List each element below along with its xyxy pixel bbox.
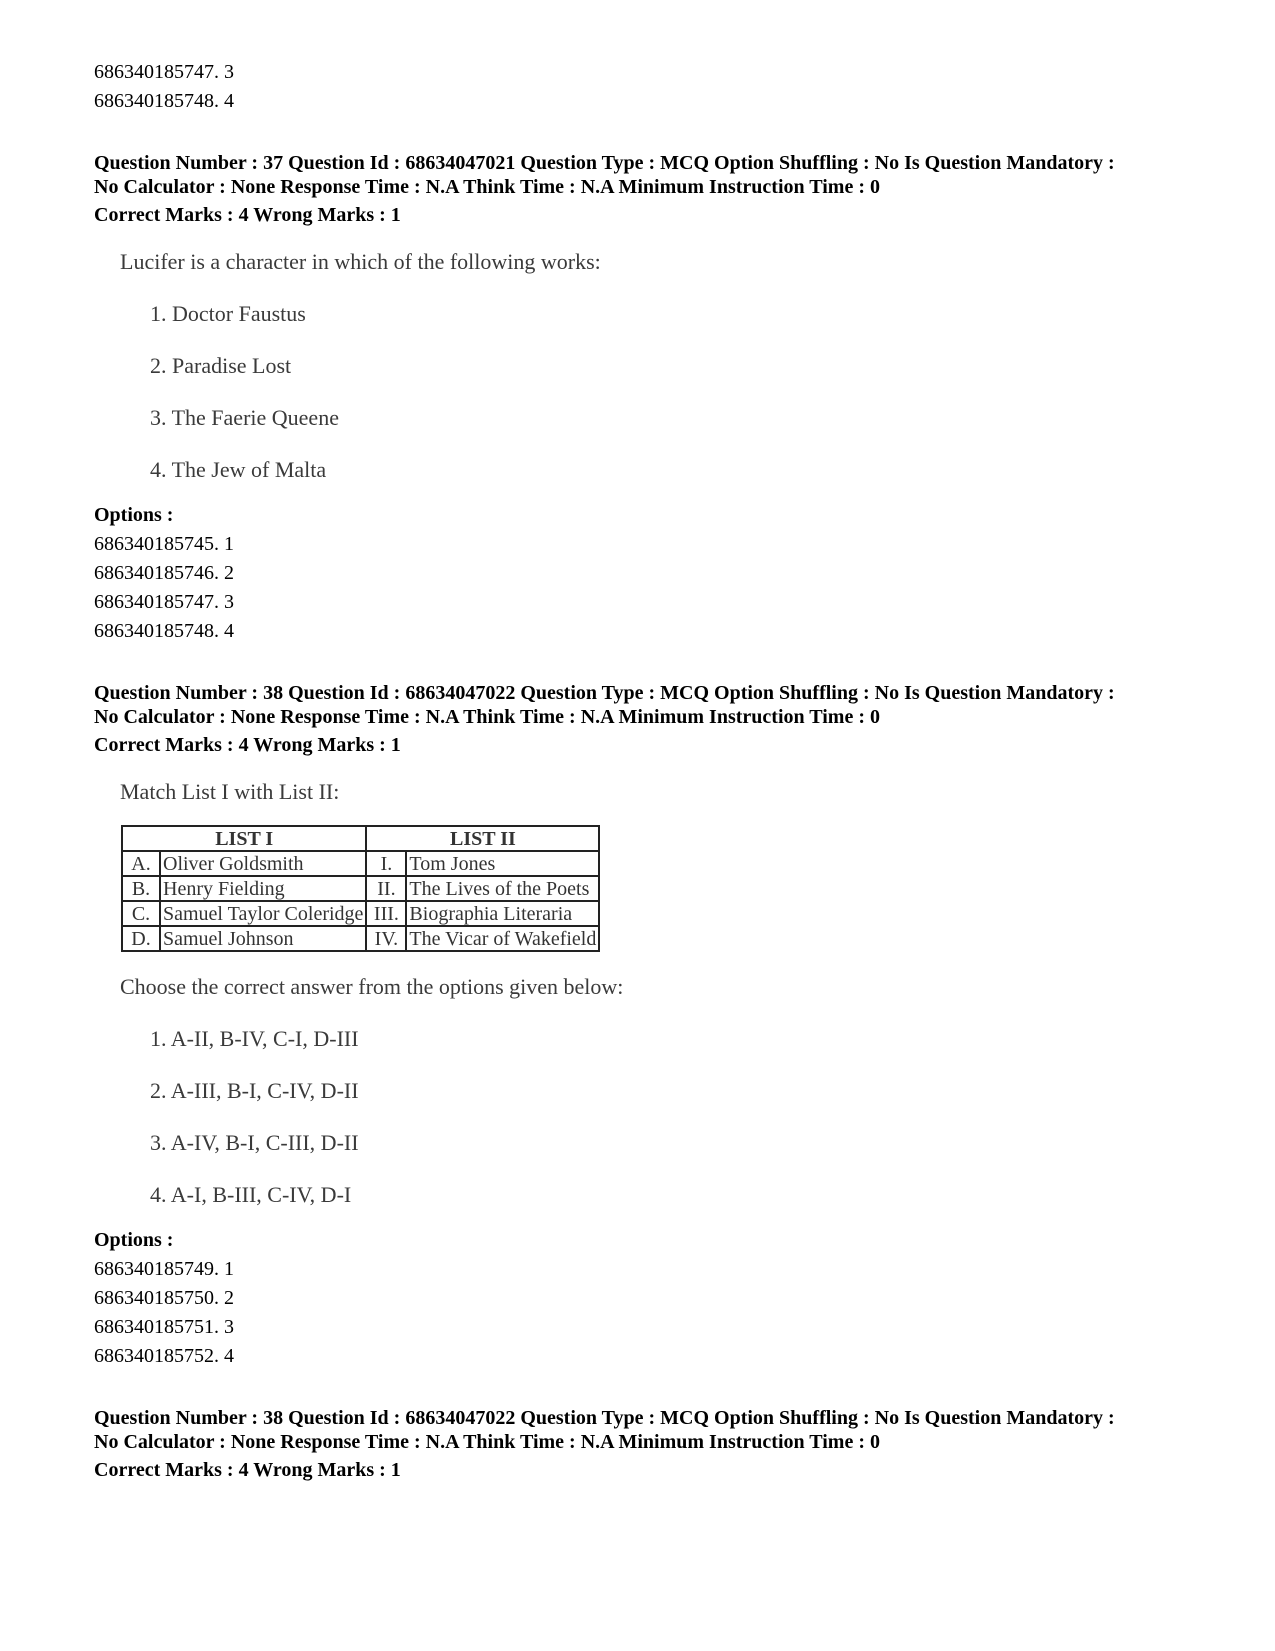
choice-item: 3. A-IV, B-I, C-III, D-II xyxy=(150,1130,359,1155)
table-cell: III. xyxy=(366,901,406,926)
option-line: 686340185748. 4 xyxy=(94,90,234,112)
question-meta-line-1: Question Number : 37 Question Id : 68634047021 Question Type : MCQ Option Shuffling : No Is Question Mandatory : xyxy=(94,152,1115,174)
option-line: 686340185749. 1 xyxy=(94,1258,234,1280)
table-cell: Oliver Goldsmith xyxy=(160,851,366,876)
table-cell: Biographia Literaria xyxy=(406,901,599,926)
options-label: Options : xyxy=(94,1229,174,1251)
table-row xyxy=(122,876,599,901)
option-line: 686340185747. 3 xyxy=(94,61,234,83)
table-cell: Tom Jones xyxy=(406,851,599,876)
question-marks: Correct Marks : 4 Wrong Marks : 1 xyxy=(94,204,401,226)
choice-item: 4. A-I, B-III, C-IV, D-I xyxy=(150,1182,352,1207)
question-instruction: Choose the correct answer from the options given below: xyxy=(120,974,624,999)
table-cell: The Vicar of Wakefield xyxy=(406,926,599,951)
option-line: 686340185750. 2 xyxy=(94,1287,234,1309)
choice-item: 4. The Jew of Malta xyxy=(150,457,327,482)
options-list xyxy=(94,1255,1214,1371)
table-cell: C. xyxy=(122,901,160,926)
table-cell: A. xyxy=(122,851,160,876)
option-line: 686340185746. 2 xyxy=(94,562,234,584)
question-header xyxy=(94,1406,1214,1454)
choice-item: 3. The Faerie Queene xyxy=(150,405,339,430)
question-block-38-repeat xyxy=(94,1406,1214,1482)
table-cell: The Lives of the Poets xyxy=(406,876,599,901)
document-page xyxy=(94,58,1214,1482)
choice-item: 2. Paradise Lost xyxy=(150,353,292,378)
options-label: Options : xyxy=(94,504,174,526)
previous-options xyxy=(94,58,1214,116)
option-line: 686340185752. 4 xyxy=(94,1345,234,1367)
table-row xyxy=(122,926,599,951)
question-marks: Correct Marks : 4 Wrong Marks : 1 xyxy=(94,734,401,756)
question-header xyxy=(94,681,1214,729)
choice-item: 1. A-II, B-IV, C-I, D-III xyxy=(150,1026,359,1051)
option-line: 686340185751. 3 xyxy=(94,1316,234,1338)
question-meta-line-1: Question Number : 38 Question Id : 68634047022 Question Type : MCQ Option Shuffling : No Is Question Mandatory : xyxy=(94,1407,1115,1429)
question-meta-line-2: No Calculator : None Response Time : N.A Think Time : N.A Minimum Instruction Time : 0 xyxy=(94,706,880,728)
question-prompt: Match List I with List II: xyxy=(120,779,340,804)
option-line: 686340185745. 1 xyxy=(94,533,234,555)
question-body xyxy=(94,779,1214,1208)
question-prompt: Lucifer is a character in which of the following works: xyxy=(120,249,601,274)
question-block-37 xyxy=(94,151,1214,646)
option-line: 686340185748. 4 xyxy=(94,620,234,642)
choice-item: 2. A-III, B-I, C-IV, D-II xyxy=(150,1078,359,1103)
question-meta-line-2: No Calculator : None Response Time : N.A Think Time : N.A Minimum Instruction Time : 0 xyxy=(94,176,880,198)
column-header-list-2: LIST II xyxy=(366,826,599,851)
question-block-38 xyxy=(94,681,1214,1371)
question-meta-line-1: Question Number : 38 Question Id : 68634047022 Question Type : MCQ Option Shuffling : No Is Question Mandatory : xyxy=(94,682,1115,704)
question-header xyxy=(94,151,1214,199)
question-marks: Correct Marks : 4 Wrong Marks : 1 xyxy=(94,1459,401,1481)
option-line: 686340185747. 3 xyxy=(94,591,234,613)
table-cell: Samuel Johnson xyxy=(160,926,366,951)
column-header-list-1: LIST I xyxy=(122,826,366,851)
table-cell: D. xyxy=(122,926,160,951)
table-header-row xyxy=(122,826,599,851)
table-cell: Henry Fielding xyxy=(160,876,366,901)
match-table xyxy=(121,825,600,952)
table-cell: B. xyxy=(122,876,160,901)
table-cell: I. xyxy=(366,851,406,876)
table-cell: II. xyxy=(366,876,406,901)
table-row xyxy=(122,851,599,876)
question-meta-line-2: No Calculator : None Response Time : N.A Think Time : N.A Minimum Instruction Time : 0 xyxy=(94,1431,880,1453)
table-row xyxy=(122,901,599,926)
table-cell: Samuel Taylor Coleridge xyxy=(160,901,366,926)
question-body xyxy=(94,249,1214,483)
options-list xyxy=(94,530,1214,646)
table-cell: IV. xyxy=(366,926,406,951)
choice-item: 1. Doctor Faustus xyxy=(150,301,306,326)
